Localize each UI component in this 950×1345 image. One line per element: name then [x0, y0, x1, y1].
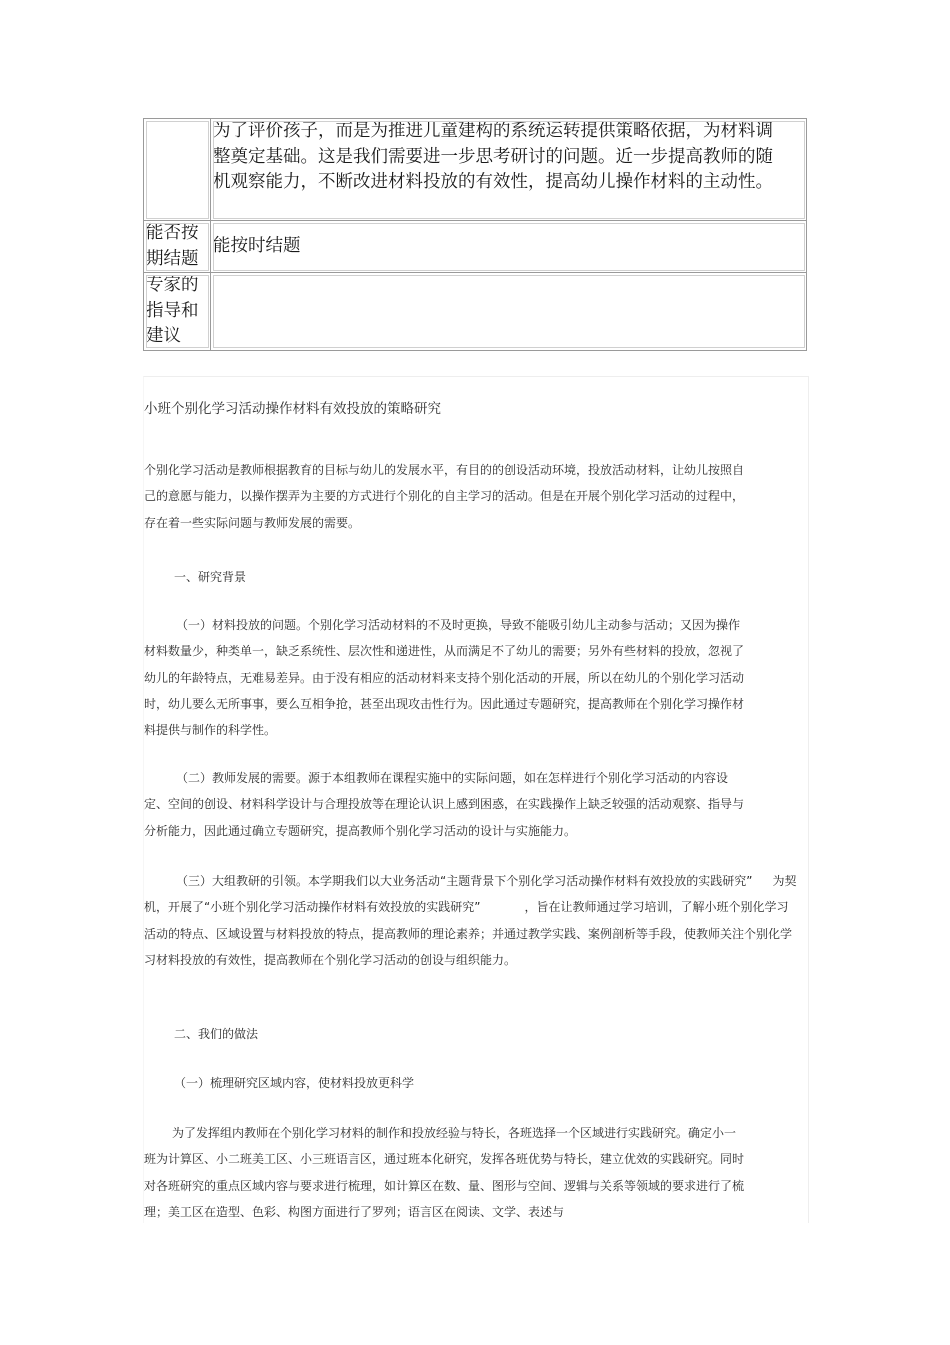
- row-label: 能否按期结题: [144, 221, 211, 273]
- paragraph-part: ，旨在让教师通过学习培训，了解小班个别化学习活动的特点、区域设置与材料投放的特点，提高教师的理论素养；并通过教学实践、案例剖析等手段，使教师关注个别化学习材料投放的有效性，提高教师在个别化学习活动的创设与组织能力。: [144, 900, 793, 967]
- paragraph: 为了发挥组内教师在个别化学习材料的制作和投放经验与特长，各班选择一个区域进行实践研究。确定小一班为计算区、小二班美工区、小三班语言区，通过班本化研究，发挥各班优势与特长，建立优效的实践研究。同时对各班研究的重点区域内容与要求进行梳理，如计算区在数、量、图形与空间、逻辑与关系等领域的要求进行了梳理；美工区在造型、色彩、构图方面进行了罗列；语言区在阅读、文学、表述与: [144, 1126, 745, 1219]
- table-row: [144, 221, 807, 273]
- row-value: [211, 119, 807, 221]
- article: [143, 376, 809, 1223]
- paragraph: [144, 868, 799, 973]
- paragraph-part: 为契机，开展了“小班个别化学习活动操作材料有效投放的实践研究”: [144, 874, 797, 915]
- row-value: [211, 273, 807, 351]
- section-heading: 二、我们的做法: [174, 1027, 259, 1041]
- paragraph: （一）材料投放的问题。个别化学习活动材料的不及时更换，导致不能吸引幼儿主动参与活动；又因为操作材料数量少，种类单一，缺乏系统性、层次性和递进性，从而满足不了幼儿的需要；另外有些材料的投放，忽视了幼儿的年龄特点，无难易差异。由于没有相应的活动材料来支持个别化活动的开展，所以在幼儿的个别化学习活动时，幼儿要么无所事事，要么互相争抢，甚至出现攻击性行为。因此通过专题研究，提高教师在个别化学习操作材料提供与制作的科学性。: [144, 618, 745, 738]
- table-row: [144, 119, 807, 221]
- article-title: 小班个别化学习活动操作材料有效投放的策略研究: [144, 401, 441, 417]
- row-value: 能按时结题: [211, 221, 807, 273]
- report-table: [143, 118, 807, 351]
- row-label: 专家的指导和建议: [144, 273, 211, 351]
- paragraph: （二）教师发展的需要。源于本组教师在课程实施中的实际问题，如在怎样进行个别化学习活动的内容设定、空间的创设、材料科学设计与合理投放等在理论认识上感到困惑，在实践操作上缺乏较强的活动观察、指导与分析能力，因此通过确立专题研究，提高教师个别化学习活动的设计与实施能力。: [144, 771, 745, 838]
- row-value-text: 为了评价孩子，而是为推进儿童建构的系统运转提供策略依据，为材料调整奠定基础。这是我们需要进一步思考研讨的问题。近一步提高教师的随机观察能力，不断改进材料投放的有效性，提高幼儿操作材料的主动性。: [213, 121, 773, 193]
- paragraph-part: （三）大组教研的引领。本学期我们以大业务活动“主题背景下个别化学习活动操作材料有效投放的实践研究”: [176, 874, 753, 888]
- row-label: [144, 119, 211, 221]
- subsection-heading: （一）梳理研究区域内容，使材料投放更科学: [174, 1076, 415, 1090]
- section-heading: 一、研究背景: [174, 570, 247, 584]
- table-row: [144, 273, 807, 351]
- intro-paragraph: 个别化学习活动是教师根据教育的目标与幼儿的发展水平，有目的的创设活动环境，投放活动材料，让幼儿按照自己的意愿与能力，以操作摆弄为主要的方式进行个别化的自主学习的活动。但是在开展个别化学习活动的过程中，存在着一些实际问题与教师发展的需要。: [144, 463, 745, 530]
